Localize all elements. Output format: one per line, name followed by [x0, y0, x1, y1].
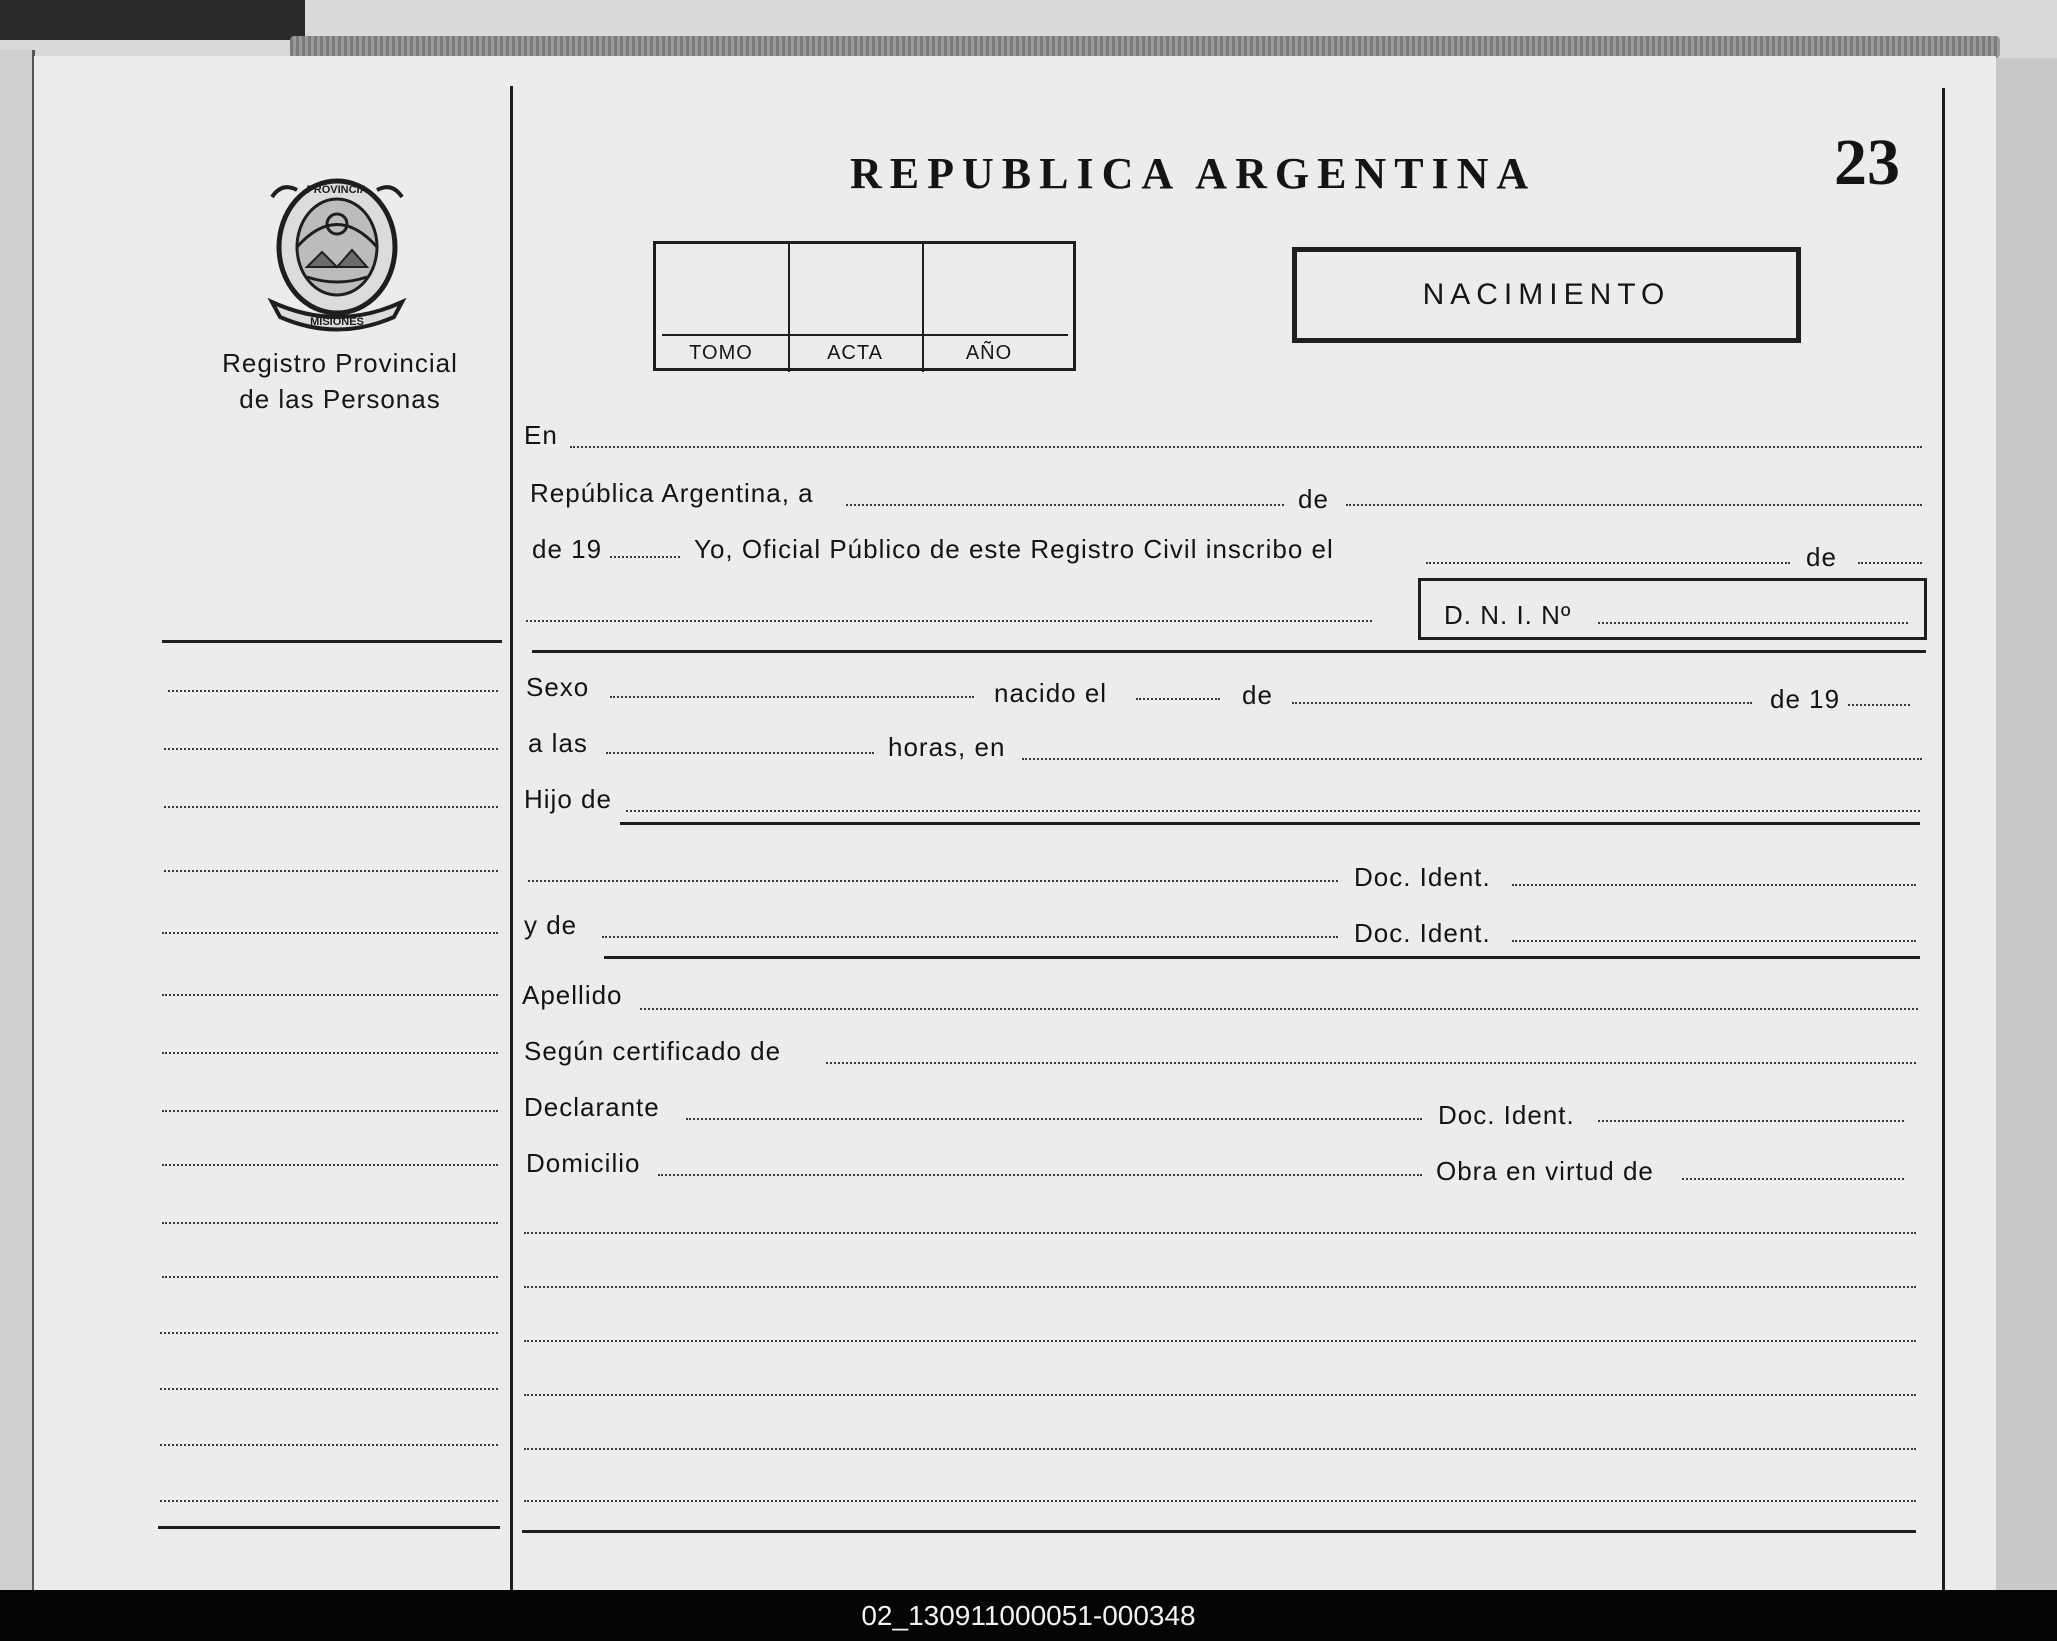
registry-line1: Registro Provincial — [222, 348, 458, 378]
tomo-label: TOMO — [689, 342, 753, 364]
label-de-2: de — [1806, 542, 1837, 572]
field-obra-en-virtud[interactable] — [1682, 1178, 1904, 1180]
svg-text:MISIONES: MISIONES — [310, 316, 364, 328]
label-de-1: de — [1298, 484, 1329, 514]
field-father[interactable] — [626, 810, 1920, 812]
margin-line[interactable] — [160, 1332, 498, 1334]
field-declarante[interactable] — [686, 1118, 1422, 1120]
section-divider — [532, 650, 1926, 653]
record-box-baseline — [662, 334, 1068, 336]
label-de-3: de — [1242, 680, 1273, 710]
registry-name — [180, 345, 500, 417]
page-number: 23 — [1834, 126, 1900, 199]
acta-label: ACTA — [827, 342, 883, 364]
field-mother-doc[interactable] — [1512, 940, 1916, 942]
label-apellido: Apellido — [522, 980, 623, 1010]
field-birth-month[interactable] — [1292, 702, 1752, 704]
blank-line[interactable] — [524, 1232, 1916, 1234]
margin-line[interactable] — [164, 870, 498, 872]
label-republica-a: República Argentina, a — [530, 478, 814, 508]
label-obra-en-virtud: Obra en virtud de — [1436, 1156, 1654, 1186]
label-declarante: Declarante — [524, 1092, 660, 1122]
field-certificado[interactable] — [826, 1062, 1916, 1064]
bottom-rule-left — [158, 1526, 500, 1529]
field-dni[interactable] — [1598, 622, 1908, 624]
label-en: En — [524, 420, 558, 450]
margin-line[interactable] — [160, 1500, 498, 1502]
margin-line[interactable] — [162, 994, 498, 996]
anio-label: AÑO — [965, 342, 1013, 364]
mother-underline — [604, 956, 1920, 959]
margin-line[interactable] — [168, 690, 498, 692]
field-mother[interactable] — [602, 936, 1338, 938]
blank-line[interactable] — [524, 1448, 1916, 1450]
father-underline — [620, 822, 1920, 825]
label-doc-ident-2: Doc. Ident. — [1354, 918, 1491, 948]
document-title: REPUBLICA ARGENTINA — [850, 149, 1537, 198]
label-segun-certificado: Según certificado de — [524, 1036, 782, 1066]
field-day[interactable] — [846, 504, 1284, 506]
margin-line[interactable] — [160, 1388, 498, 1390]
image-id-footer — [0, 1590, 2057, 1641]
svg-text:PROVINCIA: PROVINCIA — [306, 184, 368, 196]
act-type-box — [1292, 247, 1801, 343]
label-yo-oficial: Yo, Oficial Público de este Registro Civil inscribo el — [694, 534, 1334, 564]
label-y-de: y de — [524, 910, 578, 940]
field-domicilio[interactable] — [658, 1174, 1422, 1176]
label-a-las: a las — [528, 728, 588, 758]
blank-line[interactable] — [524, 1286, 1916, 1288]
field-declarante-doc[interactable] — [1598, 1120, 1904, 1122]
label-hijo-de: Hijo de — [524, 784, 612, 814]
act-type-label: NACIMIENTO — [1422, 278, 1671, 311]
label-dni: D. N. I. Nº — [1444, 600, 1572, 630]
divider-vertical — [510, 86, 513, 1590]
margin-line[interactable] — [162, 1052, 498, 1054]
book-binding — [290, 36, 2000, 58]
label-horas-en: horas, en — [888, 732, 1006, 762]
right-page-edge — [1996, 58, 2057, 1590]
field-apellido[interactable] — [640, 1008, 1918, 1010]
right-border — [1942, 88, 1945, 1590]
background-corner — [0, 0, 305, 40]
margin-line[interactable] — [162, 1110, 498, 1112]
margin-line[interactable] — [162, 932, 498, 934]
field-father-doc[interactable] — [1512, 884, 1916, 886]
label-de-19-a: de 19 — [532, 534, 603, 564]
margin-line[interactable] — [160, 1444, 498, 1446]
margin-line[interactable] — [162, 1222, 498, 1224]
bottom-rule-right — [522, 1530, 1916, 1533]
blank-line[interactable] — [524, 1340, 1916, 1342]
label-doc-ident-3: Doc. Ident. — [1438, 1100, 1575, 1130]
field-inscribe-de[interactable] — [1858, 562, 1922, 564]
field-sexo[interactable] — [610, 696, 974, 698]
field-hour[interactable] — [606, 752, 874, 754]
label-de-19-b: de 19 — [1770, 684, 1841, 714]
label-domicilio: Domicilio — [526, 1148, 641, 1178]
margin-line[interactable] — [162, 1164, 498, 1166]
field-name[interactable] — [526, 620, 1372, 622]
blank-line[interactable] — [524, 1500, 1916, 1502]
field-month[interactable] — [1346, 504, 1922, 506]
field-father-name[interactable] — [528, 880, 1338, 882]
record-number-box — [653, 241, 1076, 371]
field-birth-day[interactable] — [1136, 698, 1220, 700]
label-doc-ident-1: Doc. Ident. — [1354, 862, 1491, 892]
registry-line2: de las Personas — [239, 384, 441, 414]
misiones-coat-of-arms — [262, 162, 412, 332]
field-inscribe[interactable] — [1426, 562, 1790, 564]
label-sexo: Sexo — [526, 672, 590, 702]
field-en[interactable] — [570, 446, 1922, 448]
label-nacido-el: nacido el — [994, 678, 1108, 708]
field-birth-place[interactable] — [1022, 758, 1922, 760]
margin-line[interactable] — [164, 806, 498, 808]
field-birth-year[interactable] — [1848, 704, 1910, 706]
margin-line[interactable] — [164, 748, 498, 750]
field-year[interactable] — [610, 556, 680, 558]
left-page-edge — [0, 50, 35, 1590]
blank-line[interactable] — [524, 1394, 1916, 1396]
margin-line[interactable] — [162, 1276, 498, 1278]
image-id: 02_130911000051-000348 — [861, 1600, 1196, 1631]
left-top-rule — [162, 640, 502, 643]
